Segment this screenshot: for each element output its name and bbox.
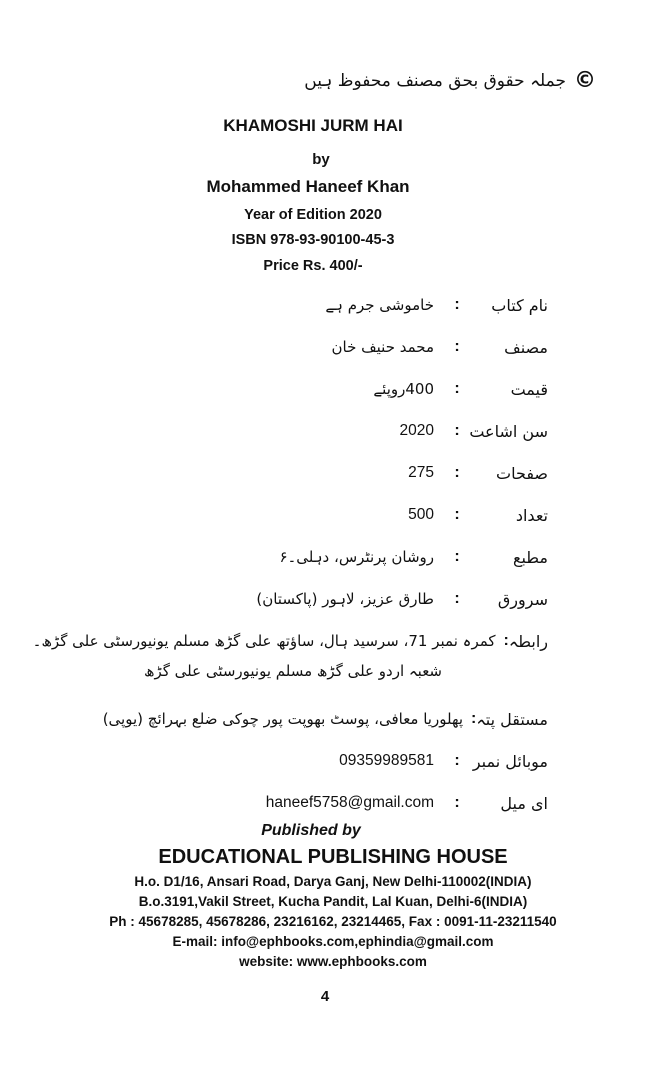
branch-office-address: B.o.3191,Vakil Street, Kucha Pandit, Lal Kuan, Delhi-6(INDIA) (138, 894, 528, 909)
page-number: 4 (320, 988, 330, 1005)
detail-label: سرورق (497, 589, 548, 609)
price: Price Rs. 400/- (263, 258, 363, 274)
copyright-notice (304, 68, 596, 93)
detail-label: نام کتاب (491, 295, 548, 315)
publisher-phone: Ph : 45678285, 45678286, 23216162, 23214465, Fax : 0091-11-23211540 (109, 914, 557, 929)
detail-separator: : (454, 464, 460, 481)
detail-row-printer (128, 542, 548, 572)
book-title: KHAMOSHI JURM HAI (223, 116, 403, 135)
detail-separator: : (454, 794, 460, 811)
detail-row-contact (32, 626, 548, 656)
detail-label: مطبع (512, 547, 548, 567)
detail-separator: : (454, 548, 460, 565)
detail-value: 400روپئے (373, 380, 434, 398)
detail-row-price (128, 374, 548, 404)
author-name: Mohammed Haneef Khan (206, 177, 410, 196)
contact-department: شعبہ اردو علی گڑھ مسلم یونیورسٹی علی گڑھ (143, 662, 442, 680)
detail-value: روشان پرنٹرس، دہلی۔۶ (279, 548, 434, 566)
publisher-website: website: www.ephbooks.com (239, 954, 427, 969)
detail-row-email (128, 788, 548, 818)
detail-label: مستقل پتہ (476, 709, 548, 729)
detail-row-cover (128, 584, 548, 614)
detail-value: 500 (408, 506, 434, 523)
copyright-symbol: © (574, 68, 596, 93)
detail-separator: : (503, 632, 509, 649)
detail-row-title (128, 290, 548, 320)
published-by-label: Published by (261, 822, 361, 839)
detail-separator: : (454, 338, 460, 355)
isbn: ISBN 978-93-90100-45-3 (231, 232, 395, 248)
detail-value: خاموشی جرم ہے (325, 296, 434, 314)
publisher-email: E-mail: info@ephbooks.com,ephindia@gmail.com (172, 934, 494, 949)
detail-label: صفحات (496, 463, 548, 483)
detail-row-author (128, 332, 548, 362)
detail-value: 2020 (399, 422, 434, 439)
detail-separator: : (454, 380, 460, 397)
detail-label: موبائل نمبر (472, 751, 548, 771)
detail-separator: : (454, 422, 460, 439)
detail-row-pages (128, 458, 548, 488)
detail-value: کمرہ نمبر 71، سرسید ہال، ساؤتھ علی گڑھ مسلم یونیورسٹی علی گڑھ۔ (32, 632, 496, 650)
publisher-name: EDUCATIONAL PUBLISHING HOUSE (158, 846, 508, 868)
edition-year: Year of Edition 2020 (244, 207, 382, 223)
detail-label: ای میل (500, 793, 548, 813)
detail-separator: : (454, 296, 460, 313)
detail-label: تعداد (515, 505, 548, 525)
detail-separator: : (454, 752, 460, 769)
head-office-address: H.o. D1/16, Ansari Road, Darya Ganj, New Delhi-110002(INDIA) (134, 874, 532, 889)
detail-value: 275 (408, 464, 434, 481)
detail-value: پھلوریا معافی، پوسٹ بھوپت پور چوکی ضلع بہرائچ (یوپی) (102, 710, 464, 728)
detail-value: haneef5758@gmail.com (265, 794, 434, 811)
detail-label: سن اشاعت (469, 421, 548, 441)
detail-label: قیمت (510, 379, 548, 399)
detail-separator: : (454, 506, 460, 523)
detail-value: محمد حنیف خان (331, 338, 434, 356)
detail-separator: : (454, 590, 460, 607)
detail-row-year (128, 416, 548, 446)
detail-label: رابطہ (508, 631, 548, 651)
detail-label: مصنف (504, 337, 548, 357)
detail-row-mobile (128, 746, 548, 776)
by-label: by (312, 151, 330, 168)
detail-separator: : (471, 710, 477, 727)
copyright-text: جملہ حقوق بحق مصنف محفوظ ہیں (304, 71, 566, 91)
detail-value: طارق عزیز، لاہور (پاکستان) (256, 590, 434, 608)
detail-row-copies (128, 500, 548, 530)
detail-value: 09359989581 (339, 752, 434, 769)
detail-row-permanent-address (102, 704, 548, 734)
